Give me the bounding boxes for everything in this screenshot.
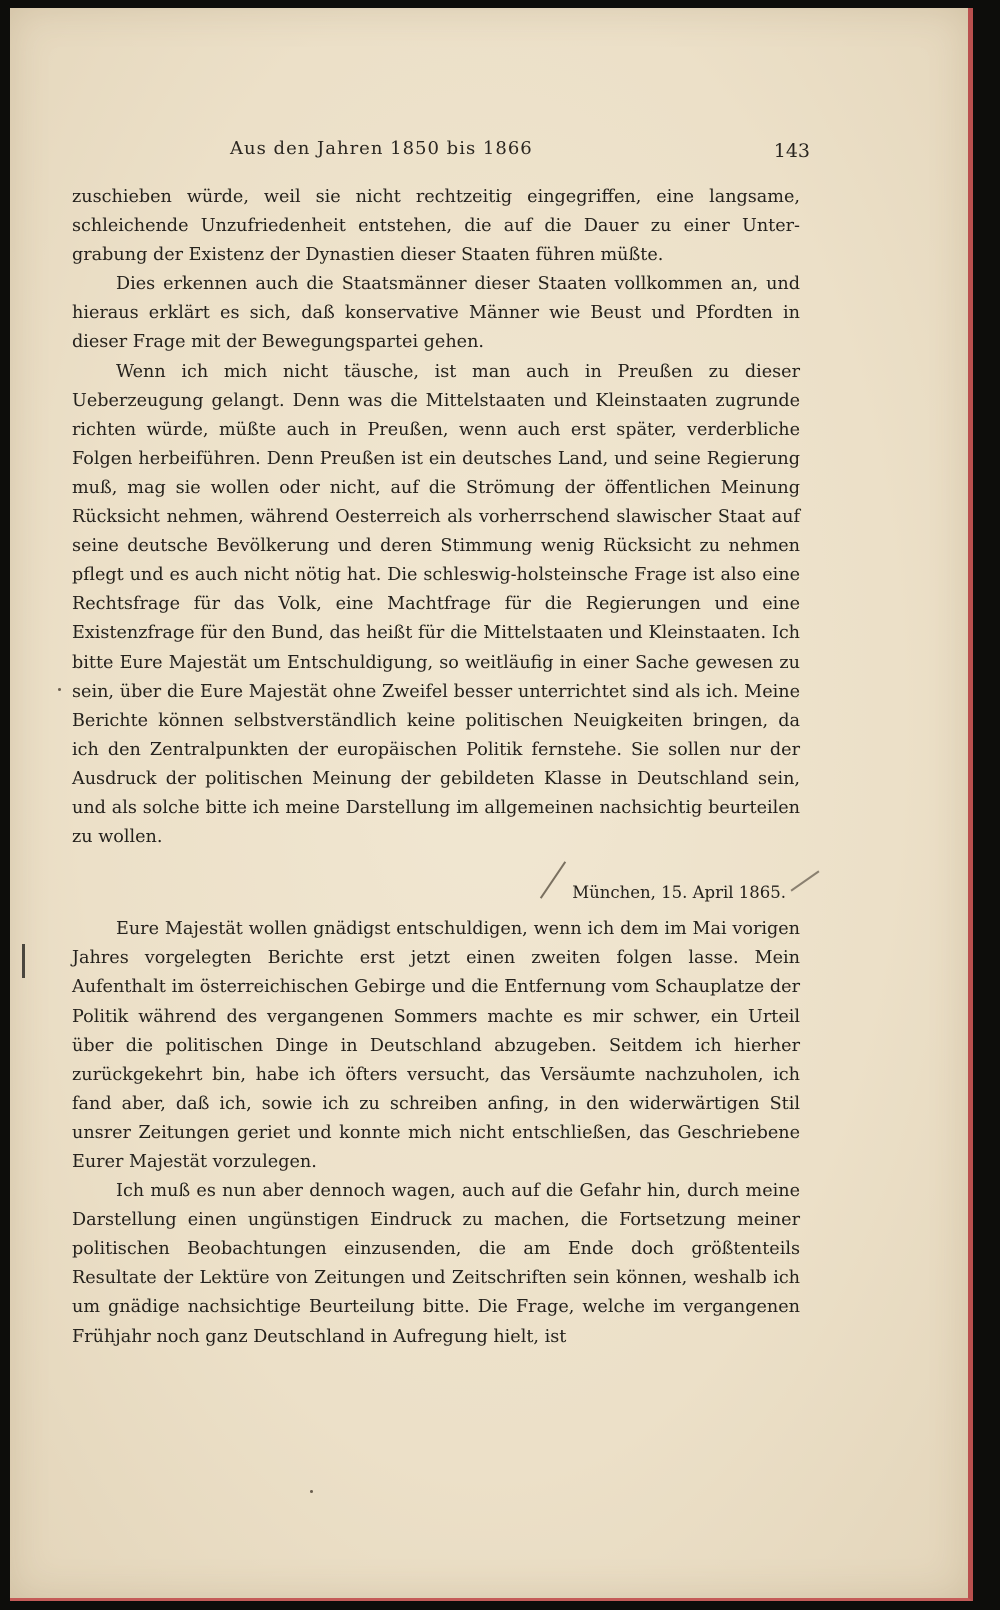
pencil-stroke-mark bbox=[791, 871, 820, 892]
body-text bbox=[72, 183, 800, 1352]
paper-speck bbox=[310, 1490, 313, 1493]
paragraph-1: zuschieben würde, weil sie nicht rechtzeitig eingegriffen, eine langsame, schleichende Unzufriedenheit entstehen, die auf die Dauer zu einer Untergrabung der Existenz der Dynastien dieser Staaten führen müßte. bbox=[72, 187, 800, 266]
book-page bbox=[10, 8, 973, 1601]
paragraph-5: Ich muß es nun aber dennoch wagen, auch auf die Gefahr hin, durch meine Darstellung einen ungünstigen Eindruck zu machen, die Fortsetzung meiner politischen Beobachtungen einzusenden, die am Ende doch größtenteils Resultate der Lektüre von Zeitungen und Zeitschriften sein können, weshalb ich um gnädige nachsichtige Beurteilung bitte. Die Frage, welche im vergangenen Frühjahr noch ganz Deutschland in Aufregung hielt, ist bbox=[72, 1181, 800, 1347]
dateline-block bbox=[72, 878, 786, 907]
dateline: München, 15. April 1865. bbox=[572, 883, 786, 903]
paragraph-3: Wenn ich mich nicht täusche, ist man auch in Preußen zu dieser Ueberzeugung gelangt. Denn was die Mittelstaaten und Kleinstaaten zugrunde richten würde, müßte auch in Preußen, wenn auch erst später, verderbliche Folgen herbeiführen. Denn Preußen ist ein deutsches Land, und seine Regierung muß, mag sie wollen oder nicht, auf die Strömung der öffentlichen Meinung Rücksicht nehmen, während Oesterreich als vorherrschend slawischer Staat auf seine deutsche Bevölkerung und deren Stimmung wenig Rücksicht zu nehmen pflegt und es auch nicht nötig hat. Die schleswig-holsteinsche Frage ist also eine Rechtsfrage für das Volk, eine Machtfrage für die Regierungen und eine Existenzfrage für den Bund, das heißt für die Mittelstaaten und Kleinstaaten. Ich bitte Eure Majestät um Entschuldigung, so weitläufig in einer Sache gewesen zu sein, über die Eure Majestät ohne Zweifel besser unterrichtet sind als ich. Meine Berichte können selbstverständlich keine politischen Neuigkeiten bringen, da ich den Zentralpunkten der europäischen Politik fernstehe. Sie sollen nur der Ausdruck der politischen Meinung der gebildeten Klasse in Deutschland sein, und als solche bitte ich meine Darstellung im allgemeinen nachsichtig beurteilen zu wollen. bbox=[72, 361, 800, 848]
pencil-stroke-mark bbox=[540, 861, 566, 899]
paragraph-4: Eure Majestät wollen gnädigst entschuldigen, wenn ich dem im Mai vorigen Jahres vorgelegten Berichte erst jetzt einen zweiten folgen lasse. Mein Aufenthalt im österreichischen Gebirge und die Entfernung vom Schauplatze der Politik während des vergangenen Sommers machte es mir schwer, ein Urteil über die politischen Dinge in Deutschland abzugeben. Seitdem ich hierher zurückgekehrt bin, habe ich öfters versucht, das Versäumte nachzuholen, ich fand aber, daß ich, sowie ich zu schreiben anfing, in den widerwärtigen Stil unsrer Zeitungen geriet und konnte mich nicht entschließen, das Geschriebene Eurer Majestät vorzulegen. bbox=[72, 919, 800, 1172]
running-head: Aus den Jahren 1850 bis 1866 bbox=[230, 138, 533, 159]
page-number: 143 bbox=[773, 140, 810, 162]
page-header bbox=[70, 138, 810, 168]
margin-mark bbox=[22, 944, 25, 978]
paragraph-2: Dies erkennen auch die Staatsmänner dieser Staaten vollkommen an, und hieraus erklärt es sich, daß konservative Männer wie Beust und Pfordten in dieser Frage mit der Bewegungspartei gehen. bbox=[72, 274, 800, 353]
paper-speck bbox=[58, 688, 61, 691]
